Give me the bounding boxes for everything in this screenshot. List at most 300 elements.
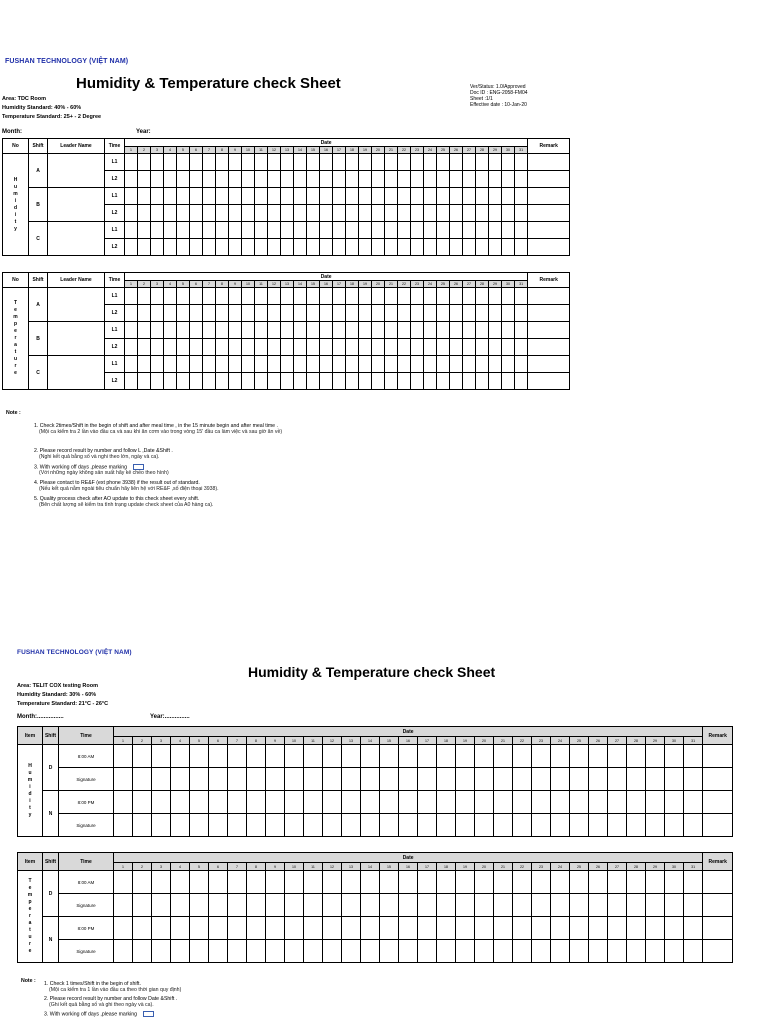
value-cell bbox=[229, 305, 242, 322]
value-cell bbox=[424, 205, 437, 222]
value-cell bbox=[320, 205, 333, 222]
value-cell bbox=[437, 154, 450, 171]
value-cell bbox=[551, 745, 570, 768]
value-cell bbox=[333, 288, 346, 305]
day-number: 2 bbox=[133, 737, 152, 745]
value-cell bbox=[424, 356, 437, 373]
value-cell bbox=[424, 322, 437, 339]
value-cell bbox=[209, 791, 228, 814]
value-cell bbox=[247, 814, 266, 837]
value-cell bbox=[138, 322, 151, 339]
value-cell bbox=[411, 339, 424, 356]
day-number: 16 bbox=[320, 281, 333, 288]
value-cell bbox=[372, 222, 385, 239]
value-cell bbox=[138, 239, 151, 256]
value-cell bbox=[138, 288, 151, 305]
value-cell bbox=[513, 791, 532, 814]
temperature-table bbox=[2, 272, 570, 390]
shift-cell: A bbox=[29, 288, 48, 322]
day-number: 11 bbox=[304, 863, 323, 871]
value-cell bbox=[424, 305, 437, 322]
line-cell: L1 bbox=[105, 356, 125, 373]
value-cell bbox=[333, 188, 346, 205]
value-cell bbox=[171, 791, 190, 814]
value-cell bbox=[294, 205, 307, 222]
day-number: 15 bbox=[380, 737, 399, 745]
value-cell bbox=[398, 305, 411, 322]
value-cell bbox=[242, 356, 255, 373]
value-cell bbox=[133, 768, 152, 791]
value-cell bbox=[133, 745, 152, 768]
value-cell bbox=[229, 339, 242, 356]
value-cell bbox=[494, 791, 513, 814]
value-cell bbox=[475, 768, 494, 791]
value-cell bbox=[418, 894, 437, 917]
value-cell bbox=[502, 239, 515, 256]
header-leader: Leader Name bbox=[48, 139, 105, 154]
value-cell bbox=[268, 288, 281, 305]
value-cell bbox=[342, 871, 361, 894]
value-cell bbox=[216, 339, 229, 356]
value-cell bbox=[424, 339, 437, 356]
value-cell bbox=[411, 205, 424, 222]
remark-cell bbox=[528, 288, 570, 305]
value-cell bbox=[646, 894, 665, 917]
line-cell: L2 bbox=[105, 339, 125, 356]
header-date: Date bbox=[125, 273, 528, 281]
day-number: 5 bbox=[177, 147, 190, 154]
remark-cell bbox=[703, 791, 733, 814]
value-cell bbox=[320, 154, 333, 171]
day-number: 29 bbox=[646, 737, 665, 745]
value-cell bbox=[372, 205, 385, 222]
day-number: 26 bbox=[450, 147, 463, 154]
value-cell bbox=[463, 222, 476, 239]
value-cell bbox=[475, 917, 494, 940]
day-number: 7 bbox=[203, 147, 216, 154]
company-name-2: FUSHAN TECHNOLOGY (VIỆT NAM) bbox=[17, 649, 132, 656]
value-cell bbox=[216, 239, 229, 256]
header-item: Item bbox=[18, 727, 43, 745]
value-cell bbox=[320, 222, 333, 239]
value-cell bbox=[372, 322, 385, 339]
value-cell bbox=[281, 154, 294, 171]
note-text: 3. With working off days ,please marking bbox=[44, 1011, 564, 1017]
value-cell bbox=[398, 205, 411, 222]
value-cell bbox=[320, 305, 333, 322]
temperature-vertical-label bbox=[3, 288, 29, 390]
leader-name-cell bbox=[48, 154, 105, 188]
value-cell bbox=[398, 188, 411, 205]
page-title-2: Humidity & Temperature check Sheet bbox=[248, 664, 496, 680]
value-cell bbox=[177, 339, 190, 356]
value-cell bbox=[266, 745, 285, 768]
value-cell bbox=[229, 154, 242, 171]
day-number: 2 bbox=[138, 147, 151, 154]
value-cell bbox=[346, 205, 359, 222]
value-cell bbox=[494, 917, 513, 940]
header-time: Time bbox=[59, 727, 114, 745]
day-number: 24 bbox=[551, 863, 570, 871]
value-cell bbox=[342, 768, 361, 791]
off-day-marker-icon bbox=[133, 464, 144, 470]
value-cell bbox=[177, 205, 190, 222]
value-cell bbox=[532, 814, 551, 837]
note-translation: (Nếu kết quả nằm ngoài tiêu chuẩn hãy liên hệ với RE&F ,số điện thoại 3938). bbox=[39, 486, 219, 493]
value-cell bbox=[437, 917, 456, 940]
value-cell bbox=[125, 356, 138, 373]
value-cell bbox=[489, 188, 502, 205]
value-cell bbox=[171, 871, 190, 894]
value-cell bbox=[266, 894, 285, 917]
value-cell bbox=[489, 205, 502, 222]
value-cell bbox=[190, 339, 203, 356]
value-cell bbox=[125, 339, 138, 356]
value-cell bbox=[255, 339, 268, 356]
vertical-label: T e m p e r a t u r e bbox=[13, 300, 18, 376]
value-cell bbox=[475, 791, 494, 814]
value-cell bbox=[608, 917, 627, 940]
value-cell bbox=[171, 917, 190, 940]
day-number: 20 bbox=[372, 281, 385, 288]
value-cell bbox=[268, 188, 281, 205]
notes-list-2 bbox=[44, 981, 564, 1019]
value-cell bbox=[190, 154, 203, 171]
day-number: 12 bbox=[268, 281, 281, 288]
value-cell bbox=[125, 188, 138, 205]
value-cell bbox=[114, 768, 133, 791]
value-cell bbox=[424, 288, 437, 305]
value-cell bbox=[294, 305, 307, 322]
day-number: 12 bbox=[268, 147, 281, 154]
leader-name-cell bbox=[48, 288, 105, 322]
value-cell bbox=[152, 894, 171, 917]
value-cell bbox=[255, 305, 268, 322]
value-cell bbox=[203, 171, 216, 188]
day-number: 26 bbox=[589, 863, 608, 871]
value-cell bbox=[515, 239, 528, 256]
value-cell bbox=[125, 322, 138, 339]
value-cell bbox=[228, 940, 247, 963]
value-cell bbox=[255, 154, 268, 171]
note-text: 2. Please record result by number and follow Date &Shift . bbox=[44, 996, 178, 1002]
shift-cell: D bbox=[43, 871, 59, 917]
day-number: 5 bbox=[190, 737, 209, 745]
value-cell bbox=[333, 154, 346, 171]
day-number: 12 bbox=[323, 737, 342, 745]
value-cell bbox=[463, 239, 476, 256]
day-number: 25 bbox=[437, 147, 450, 154]
value-cell bbox=[380, 768, 399, 791]
day-number: 31 bbox=[684, 863, 703, 871]
value-cell bbox=[114, 940, 133, 963]
value-cell bbox=[450, 188, 463, 205]
day-number: 23 bbox=[532, 863, 551, 871]
value-cell bbox=[476, 188, 489, 205]
value-cell bbox=[346, 222, 359, 239]
value-cell bbox=[489, 222, 502, 239]
value-cell bbox=[268, 339, 281, 356]
day-number: 23 bbox=[411, 281, 424, 288]
value-cell bbox=[216, 373, 229, 390]
day-number: 25 bbox=[570, 863, 589, 871]
header-remark: Remark bbox=[528, 273, 570, 288]
value-cell bbox=[475, 894, 494, 917]
value-cell bbox=[551, 940, 570, 963]
time-cell: 8:00 PM bbox=[59, 917, 114, 940]
value-cell bbox=[152, 768, 171, 791]
value-cell bbox=[456, 791, 475, 814]
value-cell bbox=[229, 356, 242, 373]
value-cell bbox=[190, 768, 209, 791]
value-cell bbox=[164, 356, 177, 373]
day-number: 4 bbox=[164, 281, 177, 288]
value-cell bbox=[589, 894, 608, 917]
day-number: 11 bbox=[255, 147, 268, 154]
value-cell bbox=[190, 745, 209, 768]
value-cell bbox=[346, 171, 359, 188]
value-cell bbox=[515, 205, 528, 222]
day-number: 26 bbox=[589, 737, 608, 745]
humidity-table-2 bbox=[17, 726, 733, 837]
value-cell bbox=[494, 745, 513, 768]
value-cell bbox=[589, 871, 608, 894]
day-number: 8 bbox=[247, 737, 266, 745]
day-number: 29 bbox=[489, 147, 502, 154]
value-cell bbox=[307, 339, 320, 356]
value-cell bbox=[255, 322, 268, 339]
value-cell bbox=[151, 373, 164, 390]
value-cell bbox=[411, 171, 424, 188]
shift-cell: D bbox=[43, 745, 59, 791]
value-cell bbox=[203, 322, 216, 339]
value-cell bbox=[532, 894, 551, 917]
note-translation: (Bên chất lượng sẽ kiểm tra tình trạng update check sheet của A0 hàng ca). bbox=[39, 502, 214, 509]
value-cell bbox=[665, 871, 684, 894]
remark-cell bbox=[703, 871, 733, 894]
value-cell bbox=[411, 322, 424, 339]
note-item bbox=[34, 496, 554, 508]
value-cell bbox=[229, 239, 242, 256]
value-cell bbox=[418, 871, 437, 894]
value-cell bbox=[424, 171, 437, 188]
value-cell bbox=[133, 871, 152, 894]
day-number: 5 bbox=[190, 863, 209, 871]
day-number: 1 bbox=[125, 281, 138, 288]
value-cell bbox=[285, 791, 304, 814]
value-cell bbox=[437, 239, 450, 256]
value-cell bbox=[684, 917, 703, 940]
value-cell bbox=[242, 154, 255, 171]
value-cell bbox=[665, 791, 684, 814]
day-number: 6 bbox=[209, 737, 228, 745]
note-text: 1. Check 1 times/Shift in the begin of shift. bbox=[44, 981, 141, 987]
doc-status: Ver/Status: 1.0/Approved bbox=[470, 84, 526, 90]
note-translation: (Mội ca kiểm tra 2 lần vào đầu ca và sau khi ăn cơm vào trong vòng 15' đầu ca làm việc và sau giờ ăn về) bbox=[39, 429, 283, 435]
value-cell bbox=[266, 940, 285, 963]
value-cell bbox=[177, 239, 190, 256]
value-cell bbox=[456, 814, 475, 837]
value-cell bbox=[268, 222, 281, 239]
value-cell bbox=[203, 222, 216, 239]
value-cell bbox=[411, 356, 424, 373]
value-cell bbox=[216, 305, 229, 322]
day-number: 19 bbox=[456, 737, 475, 745]
value-cell bbox=[177, 171, 190, 188]
value-cell bbox=[216, 171, 229, 188]
area-label: Area: TDC Room bbox=[2, 96, 47, 102]
value-cell bbox=[398, 339, 411, 356]
value-cell bbox=[684, 894, 703, 917]
value-cell bbox=[281, 222, 294, 239]
value-cell bbox=[476, 239, 489, 256]
day-number: 19 bbox=[456, 863, 475, 871]
value-cell bbox=[437, 288, 450, 305]
value-cell bbox=[385, 239, 398, 256]
value-cell bbox=[494, 814, 513, 837]
value-cell bbox=[489, 373, 502, 390]
value-cell bbox=[125, 288, 138, 305]
value-cell bbox=[646, 814, 665, 837]
day-number: 8 bbox=[216, 147, 229, 154]
remark-cell bbox=[528, 322, 570, 339]
value-cell bbox=[242, 373, 255, 390]
line-cell: L2 bbox=[105, 373, 125, 390]
day-number: 21 bbox=[385, 281, 398, 288]
header-shift: Shift bbox=[29, 139, 48, 154]
value-cell bbox=[216, 205, 229, 222]
value-cell bbox=[456, 917, 475, 940]
signature-cell: Signature bbox=[59, 768, 114, 791]
value-cell bbox=[570, 768, 589, 791]
line-cell: L2 bbox=[105, 305, 125, 322]
value-cell bbox=[190, 188, 203, 205]
value-cell bbox=[476, 171, 489, 188]
value-cell bbox=[399, 940, 418, 963]
day-number: 7 bbox=[228, 737, 247, 745]
value-cell bbox=[125, 222, 138, 239]
value-cell bbox=[138, 171, 151, 188]
value-cell bbox=[203, 339, 216, 356]
value-cell bbox=[190, 871, 209, 894]
line-cell: L1 bbox=[105, 154, 125, 171]
day-number: 22 bbox=[398, 281, 411, 288]
value-cell bbox=[203, 305, 216, 322]
value-cell bbox=[463, 305, 476, 322]
value-cell bbox=[255, 239, 268, 256]
value-cell bbox=[151, 188, 164, 205]
day-number: 30 bbox=[665, 863, 684, 871]
day-number: 6 bbox=[190, 281, 203, 288]
value-cell bbox=[589, 814, 608, 837]
value-cell bbox=[268, 171, 281, 188]
value-cell bbox=[114, 745, 133, 768]
time-cell: 8:00 AM bbox=[59, 871, 114, 894]
value-cell bbox=[151, 322, 164, 339]
temperature-table-2 bbox=[17, 852, 733, 963]
value-cell bbox=[164, 222, 177, 239]
value-cell bbox=[268, 205, 281, 222]
header-shift: Shift bbox=[43, 853, 59, 871]
doc-sheet: Sheet :1/1 bbox=[470, 96, 493, 102]
value-cell bbox=[294, 373, 307, 390]
value-cell bbox=[476, 288, 489, 305]
value-cell bbox=[304, 745, 323, 768]
value-cell bbox=[333, 171, 346, 188]
value-cell bbox=[570, 894, 589, 917]
value-cell bbox=[285, 917, 304, 940]
value-cell bbox=[476, 222, 489, 239]
value-cell bbox=[203, 288, 216, 305]
value-cell bbox=[411, 239, 424, 256]
value-cell bbox=[216, 322, 229, 339]
area-info-2 bbox=[17, 682, 108, 709]
value-cell bbox=[346, 339, 359, 356]
value-cell bbox=[247, 917, 266, 940]
shift-cell: B bbox=[29, 322, 48, 356]
header-no: No bbox=[3, 273, 29, 288]
value-cell bbox=[152, 791, 171, 814]
day-number: 27 bbox=[608, 863, 627, 871]
company-name: FUSHAN TECHNOLOGY (VIỆT NAM) bbox=[5, 58, 129, 65]
value-cell bbox=[359, 356, 372, 373]
area-label-2: Area: TELIT COX testing Room bbox=[17, 683, 98, 689]
value-cell bbox=[177, 222, 190, 239]
value-cell bbox=[133, 814, 152, 837]
shift-cell: N bbox=[43, 917, 59, 963]
value-cell bbox=[294, 288, 307, 305]
value-cell bbox=[372, 154, 385, 171]
value-cell bbox=[268, 239, 281, 256]
note-text: 2. Please record result by number and follow L ,Date &Shift . bbox=[34, 448, 173, 454]
value-cell bbox=[333, 222, 346, 239]
value-cell bbox=[437, 205, 450, 222]
day-number: 4 bbox=[171, 863, 190, 871]
note-label-2 bbox=[21, 978, 36, 984]
value-cell bbox=[320, 373, 333, 390]
value-cell bbox=[281, 239, 294, 256]
value-cell bbox=[385, 373, 398, 390]
day-number: 4 bbox=[171, 737, 190, 745]
signature-cell: Signature bbox=[59, 894, 114, 917]
day-number: 16 bbox=[399, 863, 418, 871]
shift-cell: N bbox=[43, 791, 59, 837]
value-cell bbox=[359, 322, 372, 339]
value-cell bbox=[171, 894, 190, 917]
value-cell bbox=[450, 222, 463, 239]
value-cell bbox=[515, 171, 528, 188]
shift-cell: A bbox=[29, 154, 48, 188]
value-cell bbox=[627, 768, 646, 791]
value-cell bbox=[333, 205, 346, 222]
day-number: 28 bbox=[627, 863, 646, 871]
value-cell bbox=[463, 171, 476, 188]
value-cell bbox=[152, 814, 171, 837]
value-cell bbox=[463, 288, 476, 305]
page-title: Humidity & Temperature check Sheet bbox=[76, 75, 341, 92]
value-cell bbox=[437, 305, 450, 322]
value-cell bbox=[359, 239, 372, 256]
remark-cell bbox=[528, 154, 570, 171]
value-cell bbox=[285, 814, 304, 837]
value-cell bbox=[476, 205, 489, 222]
value-cell bbox=[646, 917, 665, 940]
value-cell bbox=[418, 814, 437, 837]
value-cell bbox=[424, 188, 437, 205]
value-cell bbox=[437, 768, 456, 791]
day-number: 30 bbox=[665, 737, 684, 745]
day-number: 17 bbox=[333, 147, 346, 154]
